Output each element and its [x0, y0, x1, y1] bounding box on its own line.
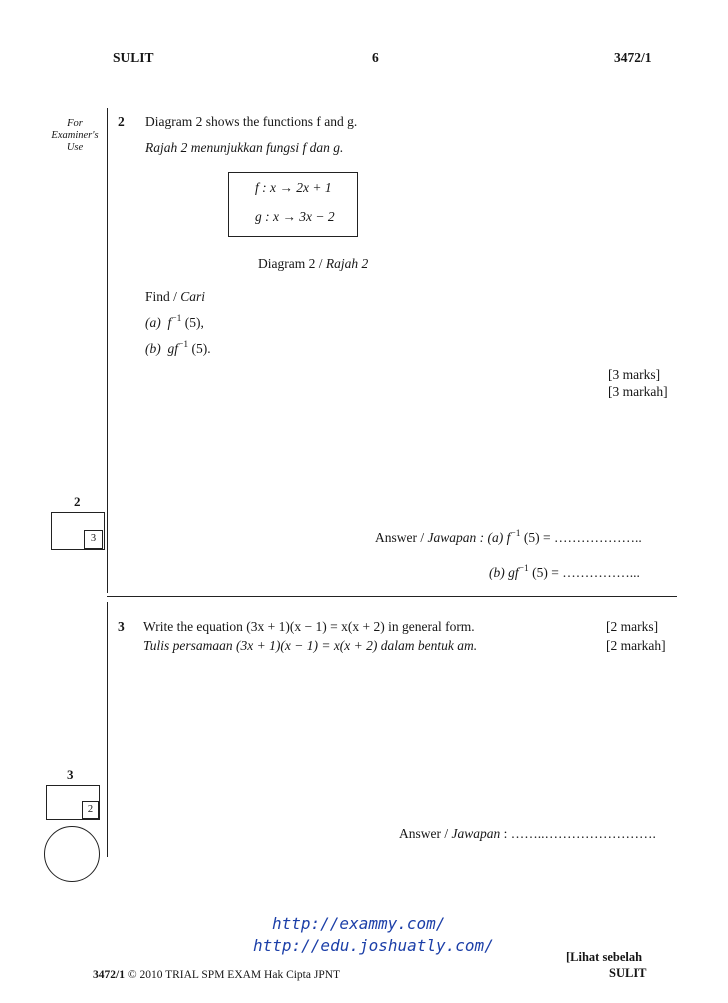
- q2-number: 2: [118, 114, 125, 129]
- q2-answer-b-sup: −1: [518, 564, 529, 574]
- diagram-caption-en: Diagram 2 /: [258, 256, 326, 271]
- q2-box-number: 2: [74, 494, 81, 509]
- q3-number: 3: [118, 619, 125, 634]
- q2-answer-label-ms: Jawapan: [427, 530, 477, 545]
- part-a-label: (a): [145, 315, 161, 330]
- part-a-sup: −1: [171, 314, 182, 324]
- margin-line-q3: [107, 602, 108, 857]
- part-b-sup: −1: [178, 340, 189, 350]
- q2-max-marks: 3: [84, 530, 103, 549]
- footer-sulit: SULIT: [609, 966, 647, 980]
- diagram-caption: [258, 256, 368, 272]
- q2-answer-a: [375, 530, 642, 546]
- part-a: [145, 315, 204, 331]
- q3-answer: [399, 826, 656, 842]
- part-b-tail: (5).: [191, 341, 211, 356]
- q3-box-number: 3: [67, 767, 74, 782]
- q3-marks-en: [2 marks]: [606, 619, 659, 634]
- q2-text-en: Diagram 2 shows the functions f and g.: [145, 114, 358, 129]
- q2-marks-en-text: [3 marks]: [608, 367, 661, 382]
- q3-answer-label-ms: Jawapan: [451, 826, 501, 841]
- part-b-label: (b): [145, 341, 161, 356]
- header-sulit: SULIT: [113, 50, 154, 65]
- q2-answer-b: [489, 565, 640, 581]
- examiner-label-use: Use: [66, 142, 84, 153]
- q2-answer-label: Answer /: [375, 530, 428, 545]
- find-en: Find /: [145, 289, 181, 304]
- q2-marks-ms-text: [3 markah]: [608, 384, 668, 399]
- q2-answer-b-blank[interactable]: (5) = ……………...: [532, 565, 640, 580]
- q3-max-marks: 2: [82, 801, 99, 819]
- footer-code: 3472/1: [93, 969, 125, 981]
- footer-next-page: [Lihat sebelah: [566, 950, 643, 964]
- total-score-circle[interactable]: [44, 826, 100, 882]
- q3-text-en: Write the equation (3x + 1)(x − 1) = x(x + 2) in general form.: [143, 619, 475, 634]
- part-a-tail: (5),: [184, 315, 204, 330]
- q3-text-ms: Tulis persamaan (3x + 1)(x − 1) = x(x + 2) dalam bentuk am.: [143, 638, 478, 653]
- function-f: f : x → 2x + 1: [255, 180, 332, 195]
- page-number: 6: [372, 50, 379, 65]
- q2-answer-a-blank[interactable]: (5) = ………………..: [523, 530, 642, 545]
- url-joshuatly[interactable]: http://edu.joshuatly.com/: [253, 936, 494, 955]
- url-exammy[interactable]: http://exammy.com/: [272, 914, 446, 933]
- examiner-label-for: For: [67, 118, 83, 129]
- function-g: g : x → 3x − 2: [255, 209, 335, 224]
- q3-answer-blank[interactable]: : ……..…………………….: [500, 826, 656, 841]
- q2-answer-a-sup: −1: [510, 529, 521, 539]
- footer-copyright-text: © 2010 TRIAL SPM EXAM Hak Cipta JPNT: [124, 969, 341, 981]
- q2-answer-a-func: : (a) f: [479, 530, 511, 545]
- q3-answer-label: Answer /: [399, 826, 452, 841]
- diagram-caption-ms: Rajah 2: [325, 256, 369, 271]
- part-a-func: f: [167, 315, 172, 330]
- part-b-func: gf: [167, 341, 179, 356]
- part-b: [145, 341, 211, 357]
- paper-code: 3472/1: [614, 50, 652, 65]
- q3-marks-ms: [2 markah]: [606, 638, 666, 653]
- find-ms: Cari: [180, 289, 206, 304]
- q2-marks-ms: [608, 384, 668, 400]
- find-instruction: [145, 289, 205, 305]
- footer-copyright: [93, 969, 340, 981]
- question-divider: [107, 596, 677, 597]
- examiner-label-examiners: Examiner's: [51, 130, 99, 141]
- margin-line-q2: [107, 108, 108, 593]
- q2-text-ms: Rajah 2 menunjukkan fungsi f dan g.: [145, 140, 344, 155]
- q2-marks-en: [608, 367, 660, 383]
- q2-answer-b-func: (b) gf: [489, 565, 519, 580]
